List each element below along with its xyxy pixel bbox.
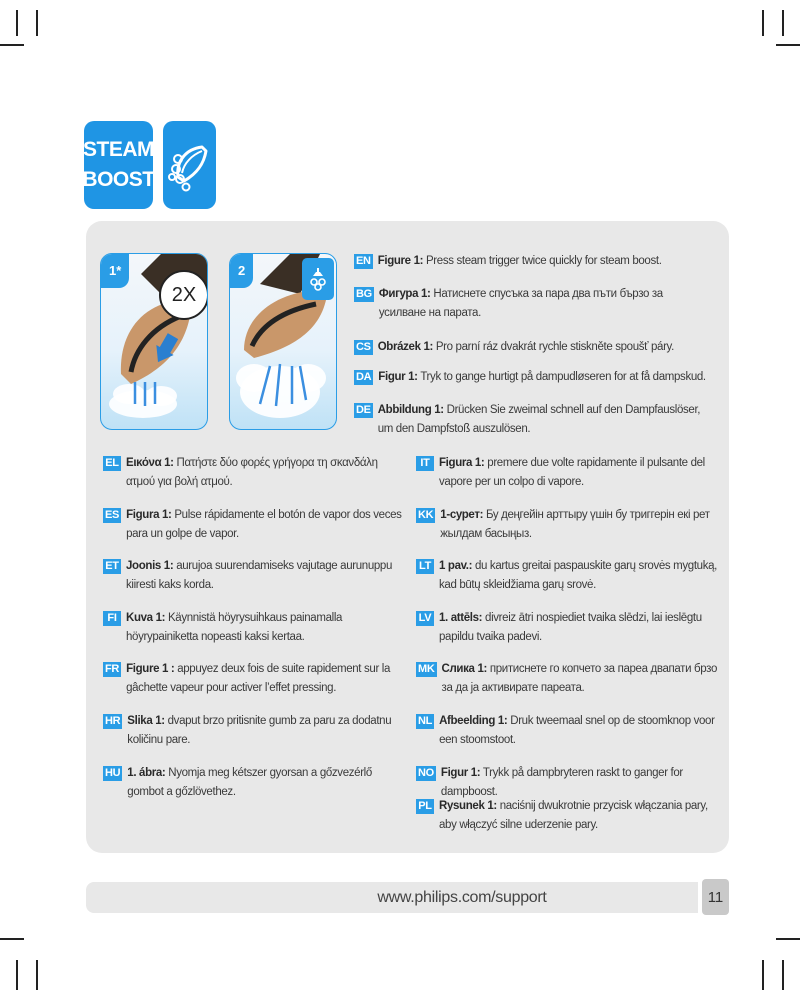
- language-entry-pl: [416, 797, 718, 835]
- entry-label: Rysunek 1:: [439, 800, 497, 812]
- language-code: EL: [103, 456, 121, 471]
- language-code: FR: [105, 663, 120, 675]
- crop-mark: [0, 938, 24, 940]
- entry-label: Figure 1 :: [126, 663, 175, 675]
- entry-label: Joonis 1:: [126, 560, 174, 572]
- entry-text: [440, 506, 718, 544]
- crop-mark: [782, 10, 784, 36]
- entry-text: [379, 285, 710, 323]
- crop-mark: [0, 44, 24, 46]
- language-entry-es: [103, 506, 403, 544]
- entry-label: 1 pav.:: [439, 560, 473, 572]
- entry-label: Slika 1:: [127, 715, 165, 727]
- language-entry-cs: [354, 338, 710, 357]
- entry-text: [439, 557, 718, 595]
- entry-label: Kuva 1:: [126, 612, 166, 624]
- entry-body: aurujoa suurendamiseks vajutage aurunuppu kiiresti kaks korda.: [126, 560, 393, 591]
- crop-mark: [16, 10, 18, 36]
- entry-body: Бу деңгейін арттыру үшін бу триггерін екі рет жылдам басыңыз.: [440, 509, 710, 540]
- language-code: ET: [103, 559, 121, 574]
- entry-text: [127, 712, 403, 750]
- figure-1: [100, 253, 208, 430]
- crop-mark: [36, 10, 38, 36]
- language-entry-de: [354, 401, 710, 439]
- entry-text: [126, 454, 403, 492]
- entry-body: Press steam trigger twice quickly for steam boost.: [425, 255, 662, 267]
- page-number: 11: [702, 879, 729, 915]
- entry-text: [442, 660, 718, 698]
- language-code: ES: [105, 509, 120, 521]
- entry-body: Nyomja meg kétszer gyorsan a gőzvezérlő gombot a gőzlövethez.: [127, 767, 372, 798]
- entry-label: Afbeelding 1:: [439, 715, 508, 727]
- language-entry-fr: [103, 660, 403, 698]
- language-code: IT: [416, 456, 434, 471]
- entry-text: [126, 609, 403, 647]
- entry-text: [439, 797, 718, 835]
- entry-label: Слика 1:: [441, 663, 487, 675]
- badge-line2: BOOST: [82, 168, 155, 191]
- entry-body: naciśnij dwukrotnie przycisk włączania pary, aby włączyć silne uderzenie pary.: [439, 800, 708, 831]
- steam-burst-icon: [302, 258, 334, 300]
- crop-mark: [776, 44, 800, 46]
- language-entry-kk: [416, 506, 718, 544]
- language-entry-et: [103, 557, 403, 595]
- entry-label: 1-сурет:: [440, 509, 484, 521]
- entry-label: Figure 1:: [377, 255, 424, 267]
- entry-text: [378, 368, 705, 387]
- language-entry-da: [354, 368, 710, 387]
- entry-text: [126, 506, 403, 544]
- entry-label: Εικόνα 1:: [126, 457, 174, 469]
- entry-text: [378, 401, 710, 439]
- entry-text: [127, 764, 403, 802]
- entry-label: 1. attēls:: [439, 612, 483, 624]
- entry-label: Obrázek 1:: [377, 341, 433, 353]
- entry-body: Drücken Sie zweimal schnell auf den Dampfauslöser, um den Dampfstoß auszulösen.: [377, 404, 701, 435]
- language-entry-lv: [416, 609, 718, 647]
- crop-mark: [762, 10, 764, 36]
- entry-text: [378, 252, 662, 271]
- entry-text: [126, 557, 403, 595]
- entry-label: Abbildung 1:: [377, 404, 444, 416]
- language-entry-it: [416, 454, 718, 492]
- entry-label: 1. ábra:: [127, 767, 166, 779]
- language-entry-en: [354, 252, 710, 271]
- entry-body: dvaput brzo pritisnite gumb za paru za dodatnu količinu pare.: [127, 715, 392, 746]
- entry-text: [126, 660, 403, 698]
- entry-body: Натиснете спусъка за пара два пъти бързо за усилване на парата.: [378, 288, 663, 319]
- entry-body: du kartus greitai paspauskite garų srovės mygtuką, kad būtų skleidžiama garų srovė.: [439, 560, 718, 591]
- language-entry-fi: [103, 609, 403, 647]
- language-entry-hr: [103, 712, 403, 750]
- language-code: KK: [418, 509, 434, 521]
- language-code: DE: [356, 404, 371, 416]
- language-code: PL: [416, 799, 434, 814]
- entry-body: притиснете го копчето за пареа двапати брзо за да ја активирате пареата.: [441, 663, 718, 694]
- crop-mark: [782, 960, 784, 990]
- language-code: LT: [416, 559, 434, 574]
- entry-label: Figura 1:: [126, 509, 172, 521]
- language-code: HU: [105, 767, 121, 779]
- language-code: BG: [356, 288, 372, 300]
- language-code: NL: [418, 715, 433, 727]
- figure-number: 1*: [101, 254, 129, 288]
- language-code: MK: [418, 663, 435, 675]
- language-entry-el: [103, 454, 403, 492]
- entry-label: Figur 1:: [378, 371, 418, 383]
- entry-body: premere due volte rapidamente il pulsante del vapore per un colpo di vapore.: [439, 457, 705, 488]
- entry-body: Pro parní ráz dvakrát rychle stiskněte spoušť páry.: [435, 341, 674, 353]
- entry-text: [439, 454, 718, 492]
- figure-number: 2: [230, 254, 253, 288]
- language-code: NO: [418, 767, 434, 779]
- language-code: CS: [356, 341, 371, 353]
- entry-label: Figura 1:: [439, 457, 485, 469]
- language-entry-nl: [416, 712, 718, 750]
- entry-text: [378, 338, 674, 357]
- two-times-label: 2X: [159, 270, 208, 320]
- support-url: www.philips.com/support: [377, 888, 547, 906]
- entry-body: Käynnistä höyrysuihkaus painamalla höyrypainiketta nopeasti kaksi kertaa.: [126, 612, 343, 643]
- crop-mark: [36, 960, 38, 990]
- language-entry-hu: [103, 764, 403, 802]
- steam-boost-badge: [84, 121, 153, 209]
- entry-body: Tryk to gange hurtigt på dampudløseren for at få dampskud.: [420, 371, 706, 383]
- language-code: FI: [103, 611, 121, 626]
- language-entry-bg: [354, 285, 710, 323]
- language-code: EN: [356, 255, 371, 267]
- figure-2: [229, 253, 337, 430]
- language-entry-lt: [416, 557, 718, 595]
- entry-text: [439, 712, 718, 750]
- entry-label: Фигура 1:: [378, 288, 431, 300]
- entry-body: Pulse rápidamente el botón de vapor dos veces para un golpe de vapor.: [126, 509, 402, 540]
- footer-bar: [86, 882, 698, 913]
- entry-body: Πατήστε δύο φορές γρήγορα τη σκανδάλη ατμού για βολή ατμού.: [126, 457, 378, 488]
- entry-body: appuyez deux fois de suite rapidement sur la gâchette vapeur pour activer l’effet pressing.: [126, 663, 391, 694]
- language-code: HR: [105, 715, 121, 727]
- entry-body: divreiz ātri nospiediet tvaika slēdzi, lai ieslēgtu papildu tvaika padevi.: [439, 612, 702, 643]
- language-code: DA: [356, 371, 372, 383]
- crop-mark: [776, 938, 800, 940]
- badge-line1: STEAM: [83, 138, 154, 161]
- language-code: LV: [416, 611, 434, 626]
- entry-label: Figur 1:: [440, 767, 481, 779]
- entry-text: [439, 609, 718, 647]
- language-entry-mk: [416, 660, 718, 698]
- crop-mark: [16, 960, 18, 990]
- crop-mark: [762, 960, 764, 990]
- entry-body: Druk tweemaal snel op de stoomknop voor een stoomstoot.: [439, 715, 715, 746]
- entry-body: Trykk på dampbryteren raskt to ganger for dampboost.: [440, 767, 683, 798]
- steam-iron-icon: [163, 121, 216, 209]
